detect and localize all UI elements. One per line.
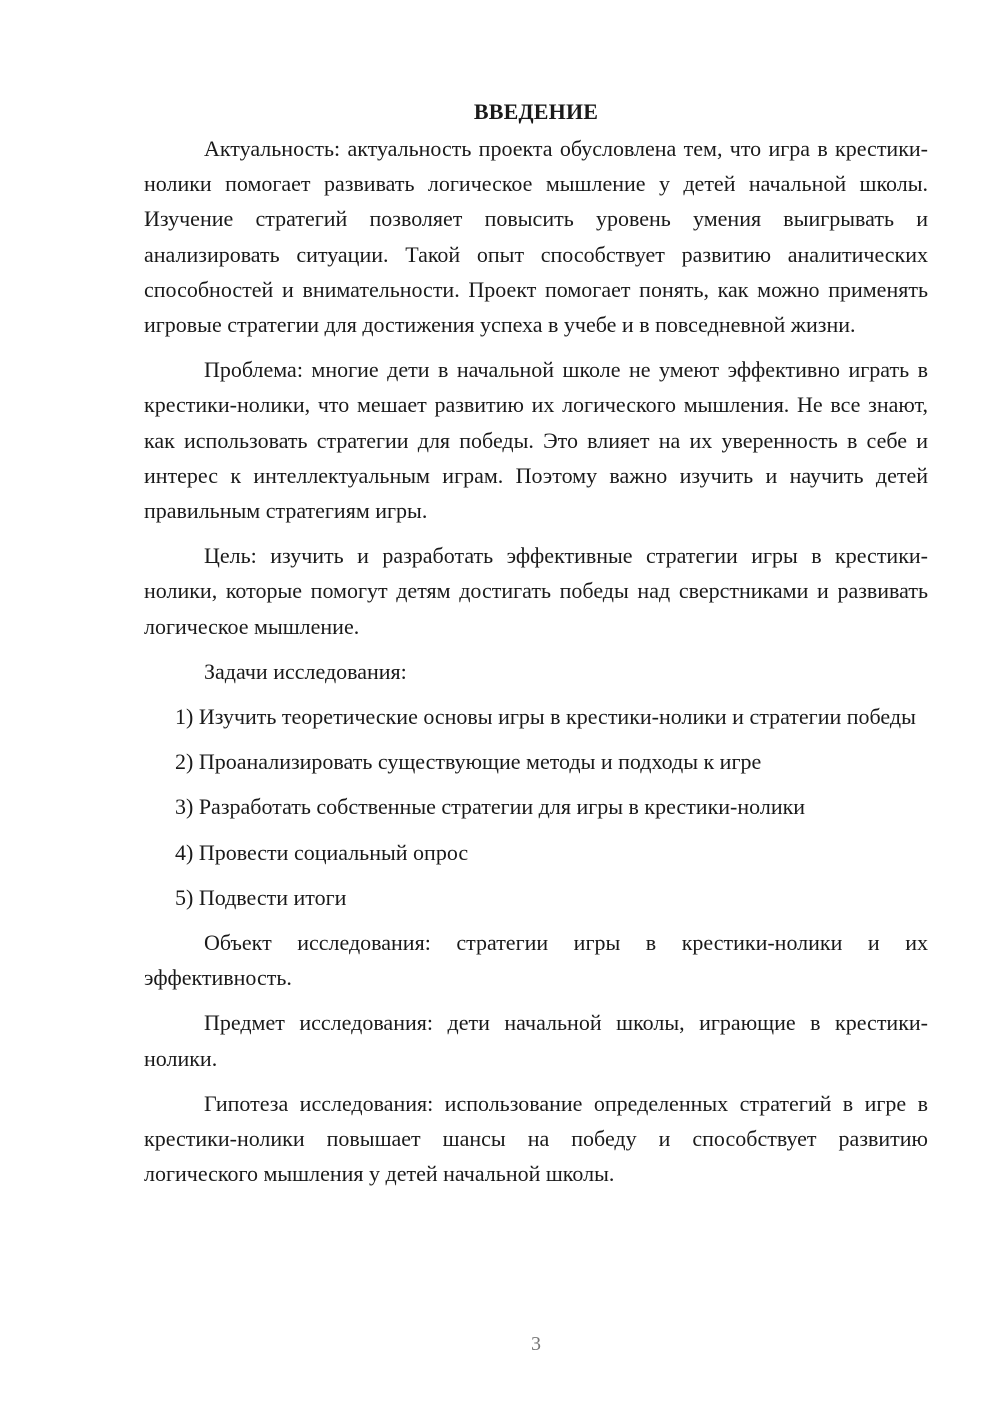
- object-paragraph: Объект исследования: стратегии игры в крестики-нолики и их эффективность.: [144, 930, 928, 991]
- hypothesis-paragraph: Гипотеза исследования: использование определенных стратегий в игре в крестики-нолики повышает шансы на победу и способствует развитию логического мышления у детей начальной школы.: [144, 1090, 928, 1187]
- section-title: ВВЕДЕНИЕ: [473, 99, 599, 124]
- task-item-1: 1) Изучить теоретические основы игры в крестики-нолики и стратегии победы: [175, 704, 916, 730]
- problem-paragraph: Проблема: многие дети в начальной школе не умеют эффективно играть в крестики-нолики, что мешает развитию их логического мышления. Не все знают, как использовать стратегии для победы. Это влияет на их уверенность в себе и интерес к интеллектуальным играм. Поэтому важно изучить и научить детей правильным стратегиям игры.: [144, 357, 928, 524]
- relevance-paragraph: Актуальность: актуальность проекта обусловлена тем, что игра в крестики-нолики помогает развивать логическое мышление у детей начальной школы. Изучение стратегий позволяет повысить уровень умения выигрывать и анализировать ситуации. Такой опыт способствует развитию аналитических способностей и внимательности. Проект помогает понять, как можно применять игровые стратегии для достижения успеха в учебе и в повседневной жизни.: [144, 136, 928, 338]
- page-number: 3: [531, 1333, 541, 1355]
- task-item-3: 3) Разработать собственные стратегии для игры в крестики-нолики: [175, 794, 806, 820]
- task-item-4: 4) Провести социальный опрос: [175, 839, 469, 865]
- tasks-heading: Задачи исследования:: [204, 658, 407, 684]
- goal-paragraph: Цель: изучить и разработать эффективные стратегии игры в крестики-нолики, которые помогут детям достигать победы над сверстниками и развивать логическое мышление.: [144, 543, 928, 639]
- task-item-5: 5) Подвести итоги: [175, 884, 347, 910]
- document-page: [144, 94, 928, 1201]
- subject-paragraph: Предмет исследования: дети начальной школы, играющие в крестики-нолики.: [144, 1010, 928, 1071]
- task-item-2: 2) Проанализировать существующие методы и подходы к игре: [175, 749, 762, 775]
